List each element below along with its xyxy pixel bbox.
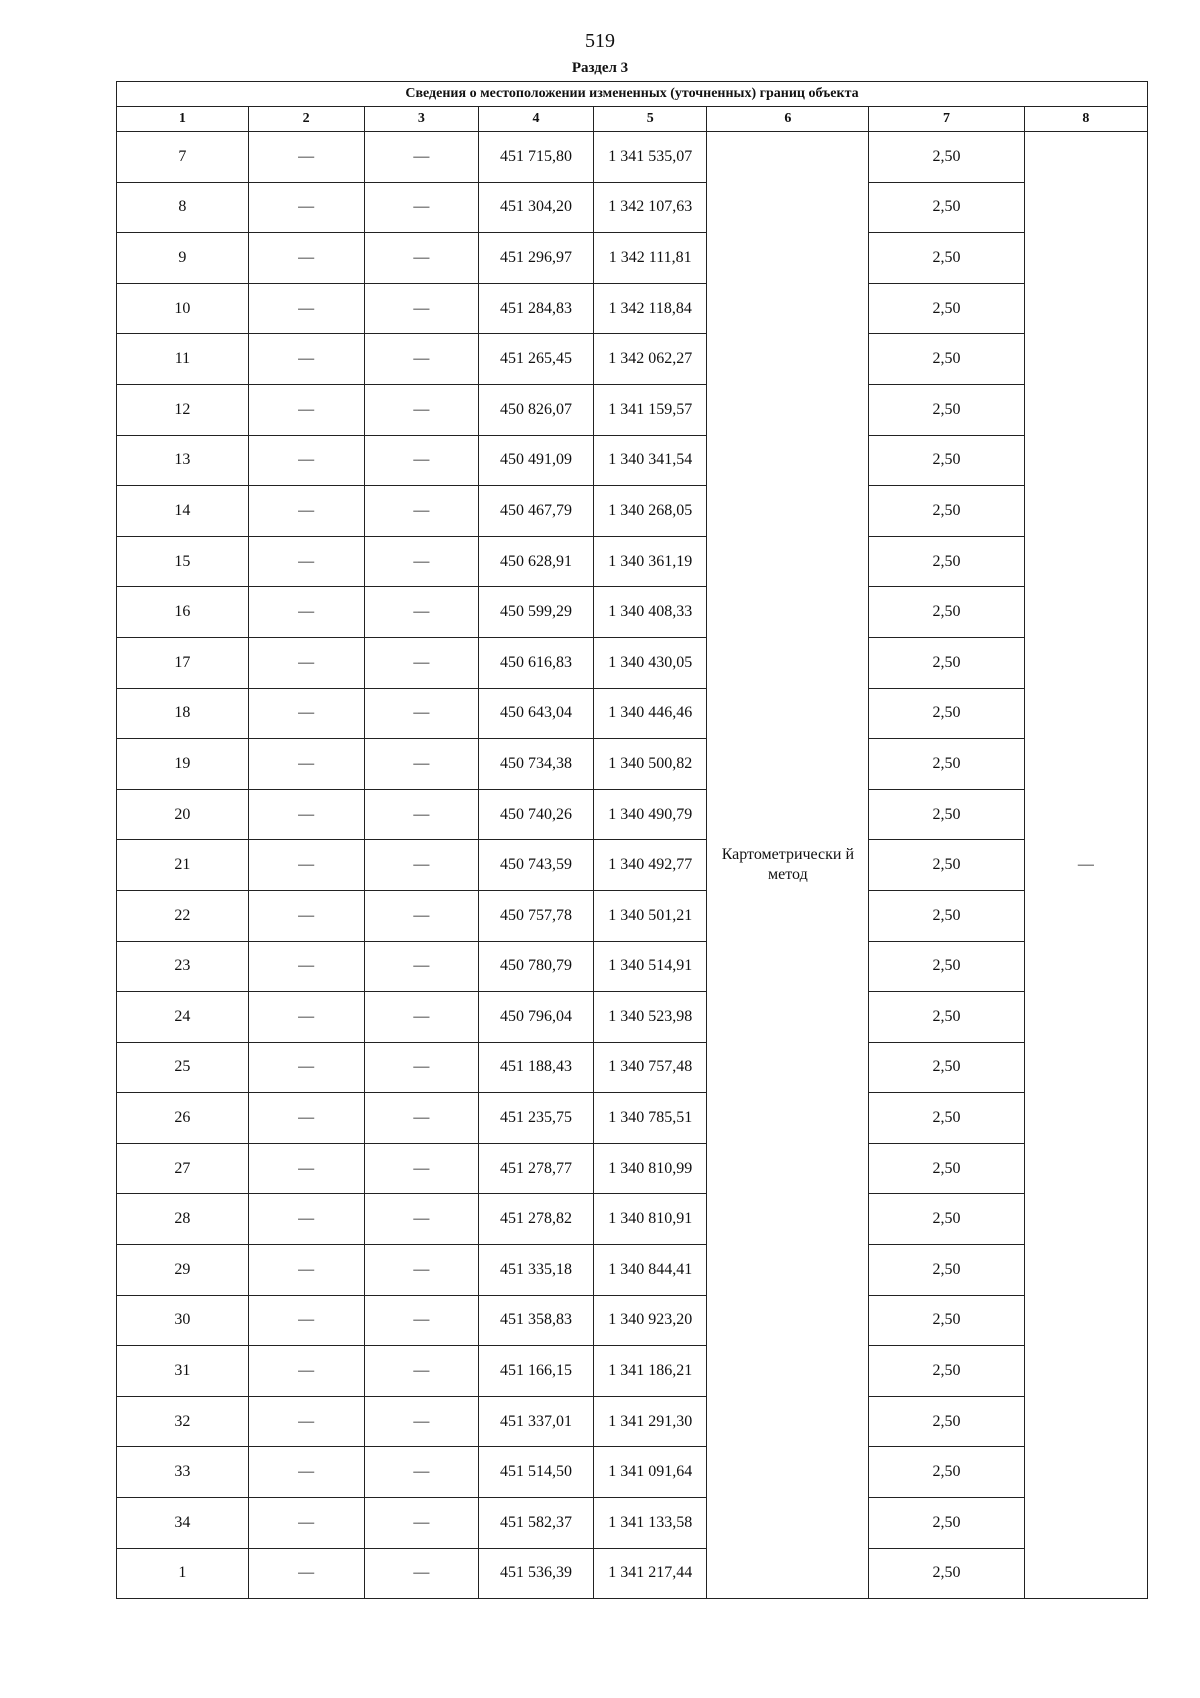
point-number-cell: 29 [117,1245,249,1296]
coordinate-y-cell: 1 340 490,79 [593,789,707,840]
coordinate-x-cell: 451 335,18 [479,1245,594,1296]
column-number: 7 [869,107,1024,132]
point-number-cell: 22 [117,890,249,941]
point-number-cell: 13 [117,435,249,486]
column-3-cell: — [364,1447,479,1498]
coordinate-x-cell: 450 757,78 [479,890,594,941]
coordinate-y-cell: 1 340 785,51 [593,1093,707,1144]
column-2-cell: — [248,941,364,992]
coordinate-x-cell: 451 235,75 [479,1093,594,1144]
coordinate-y-cell: 1 341 159,57 [593,384,707,435]
accuracy-cell: 2,50 [869,688,1024,739]
coordinate-y-cell: 1 340 501,21 [593,890,707,941]
column-3-cell: — [364,1245,479,1296]
point-number-cell: 27 [117,1143,249,1194]
coordinate-y-cell: 1 340 757,48 [593,1042,707,1093]
accuracy-cell: 2,50 [869,1548,1024,1599]
coordinate-x-cell: 450 643,04 [479,688,594,739]
accuracy-cell: 2,50 [869,233,1024,284]
boundary-coordinates-table [116,81,1148,1599]
table-row [117,637,1148,688]
accuracy-cell: 2,50 [869,890,1024,941]
coordinate-y-cell: 1 340 446,46 [593,688,707,739]
accuracy-cell: 2,50 [869,1143,1024,1194]
point-number-cell: 21 [117,840,249,891]
column-2-cell: — [248,1042,364,1093]
column-3-cell: — [364,233,479,284]
table-row [117,384,1148,435]
coordinate-x-cell: 451 278,82 [479,1194,594,1245]
table-row [117,132,1148,183]
column-2-cell: — [248,1396,364,1447]
column-8-cell: — [1024,132,1147,1599]
accuracy-cell: 2,50 [869,637,1024,688]
point-number-cell: 15 [117,536,249,587]
column-3-cell: — [364,283,479,334]
coordinate-x-cell: 451 582,37 [479,1498,594,1549]
column-3-cell: — [364,1143,479,1194]
accuracy-cell: 2,50 [869,1396,1024,1447]
coordinate-y-cell: 1 342 111,81 [593,233,707,284]
table-row [117,182,1148,233]
column-3-cell: — [364,132,479,183]
accuracy-cell: 2,50 [869,941,1024,992]
column-2-cell: — [248,840,364,891]
column-2-cell: — [248,688,364,739]
column-2-cell: — [248,132,364,183]
coordinate-y-cell: 1 340 430,05 [593,637,707,688]
column-2-cell: — [248,182,364,233]
accuracy-cell: 2,50 [869,1295,1024,1346]
table-caption: Сведения о местоположении измененных (уточненных) границ объекта [117,82,1148,107]
coordinate-y-cell: 1 341 186,21 [593,1346,707,1397]
coordinate-x-cell: 450 740,26 [479,789,594,840]
point-number-cell: 16 [117,587,249,638]
coordinate-x-cell: 450 780,79 [479,941,594,992]
column-2-cell: — [248,1548,364,1599]
coordinate-x-cell: 450 616,83 [479,637,594,688]
table-row [117,1396,1148,1447]
coordinate-x-cell: 451 514,50 [479,1447,594,1498]
table-row [117,1042,1148,1093]
coordinate-x-cell: 450 599,29 [479,587,594,638]
coordinate-y-cell: 1 342 118,84 [593,283,707,334]
column-2-cell: — [248,233,364,284]
coordinate-y-cell: 1 340 514,91 [593,941,707,992]
table-row [117,739,1148,790]
column-3-cell: — [364,1396,479,1447]
accuracy-cell: 2,50 [869,283,1024,334]
column-2-cell: — [248,890,364,941]
coordinate-y-cell: 1 340 810,91 [593,1194,707,1245]
column-2-cell: — [248,435,364,486]
coordinate-y-cell: 1 340 361,19 [593,536,707,587]
point-number-cell: 8 [117,182,249,233]
determination-method-cell: Картометрически й метод [707,132,869,1599]
column-3-cell: — [364,486,479,537]
column-2-cell: — [248,384,364,435]
column-2-cell: — [248,789,364,840]
accuracy-cell: 2,50 [869,384,1024,435]
column-number: 3 [364,107,479,132]
column-3-cell: — [364,384,479,435]
coordinate-y-cell: 1 340 408,33 [593,587,707,638]
column-2-cell: — [248,1194,364,1245]
coordinate-x-cell: 450 826,07 [479,384,594,435]
page-number: 519 [585,30,615,52]
table-row [117,536,1148,587]
coordinate-y-cell: 1 340 810,99 [593,1143,707,1194]
accuracy-cell: 2,50 [869,435,1024,486]
column-3-cell: — [364,739,479,790]
table-row [117,1346,1148,1397]
table-row [117,1245,1148,1296]
accuracy-cell: 2,50 [869,1042,1024,1093]
column-2-cell: — [248,1498,364,1549]
coordinate-x-cell: 451 715,80 [479,132,594,183]
coordinate-x-cell: 450 734,38 [479,739,594,790]
column-number-row [117,107,1148,132]
accuracy-cell: 2,50 [869,334,1024,385]
coordinate-y-cell: 1 340 844,41 [593,1245,707,1296]
accuracy-cell: 2,50 [869,789,1024,840]
table-row [117,1548,1148,1599]
accuracy-cell: 2,50 [869,739,1024,790]
coordinate-y-cell: 1 340 523,98 [593,992,707,1043]
column-number: 6 [707,107,869,132]
table-row [117,890,1148,941]
column-2-cell: — [248,536,364,587]
accuracy-cell: 2,50 [869,1093,1024,1144]
point-number-cell: 18 [117,688,249,739]
table-row [117,688,1148,739]
coordinate-x-cell: 451 166,15 [479,1346,594,1397]
coordinate-x-cell: 450 796,04 [479,992,594,1043]
column-2-cell: — [248,587,364,638]
accuracy-cell: 2,50 [869,840,1024,891]
table-row [117,1093,1148,1144]
column-3-cell: — [364,1498,479,1549]
coordinate-y-cell: 1 340 923,20 [593,1295,707,1346]
column-2-cell: — [248,1447,364,1498]
column-3-cell: — [364,536,479,587]
table-row [117,233,1148,284]
point-number-cell: 25 [117,1042,249,1093]
coordinate-y-cell: 1 341 133,58 [593,1498,707,1549]
coordinate-y-cell: 1 341 291,30 [593,1396,707,1447]
point-number-cell: 28 [117,1194,249,1245]
table-row [117,486,1148,537]
accuracy-cell: 2,50 [869,1346,1024,1397]
column-3-cell: — [364,789,479,840]
coordinate-x-cell: 450 743,59 [479,840,594,891]
column-3-cell: — [364,1295,479,1346]
accuracy-cell: 2,50 [869,132,1024,183]
column-3-cell: — [364,688,479,739]
section-title: Раздел 3 [571,60,629,76]
point-number-cell: 26 [117,1093,249,1144]
point-number-cell: 23 [117,941,249,992]
column-2-cell: — [248,1346,364,1397]
point-number-cell: 7 [117,132,249,183]
accuracy-cell: 2,50 [869,182,1024,233]
accuracy-cell: 2,50 [869,587,1024,638]
coordinate-x-cell: 450 628,91 [479,536,594,587]
table-row [117,334,1148,385]
table-row [117,283,1148,334]
column-3-cell: — [364,435,479,486]
coordinate-x-cell: 451 265,45 [479,334,594,385]
coordinate-y-cell: 1 340 492,77 [593,840,707,891]
point-number-cell: 31 [117,1346,249,1397]
accuracy-cell: 2,50 [869,1498,1024,1549]
table-row [117,1295,1148,1346]
coordinate-x-cell: 451 337,01 [479,1396,594,1447]
point-number-cell: 32 [117,1396,249,1447]
table-row [117,840,1148,891]
column-3-cell: — [364,1548,479,1599]
point-number-cell: 17 [117,637,249,688]
coordinate-y-cell: 1 340 268,05 [593,486,707,537]
column-2-cell: — [248,992,364,1043]
column-3-cell: — [364,182,479,233]
table-row [117,435,1148,486]
point-number-cell: 1 [117,1548,249,1599]
point-number-cell: 34 [117,1498,249,1549]
table-row [117,992,1148,1043]
coordinate-x-cell: 451 304,20 [479,182,594,233]
table-body [117,132,1148,1599]
accuracy-cell: 2,50 [869,536,1024,587]
column-2-cell: — [248,739,364,790]
column-3-cell: — [364,941,479,992]
coordinate-x-cell: 451 296,97 [479,233,594,284]
column-2-cell: — [248,1143,364,1194]
column-2-cell: — [248,1295,364,1346]
point-number-cell: 33 [117,1447,249,1498]
table-row [117,1498,1148,1549]
column-3-cell: — [364,840,479,891]
column-3-cell: — [364,1194,479,1245]
column-3-cell: — [364,1042,479,1093]
coordinate-y-cell: 1 341 217,44 [593,1548,707,1599]
table-row [117,1194,1148,1245]
table-row [117,1143,1148,1194]
coordinate-y-cell: 1 340 341,54 [593,435,707,486]
accuracy-cell: 2,50 [869,1447,1024,1498]
column-number: 8 [1024,107,1147,132]
column-2-cell: — [248,1093,364,1144]
column-2-cell: — [248,283,364,334]
column-number: 2 [248,107,364,132]
table-row [117,1447,1148,1498]
point-number-cell: 11 [117,334,249,385]
coordinate-y-cell: 1 342 062,27 [593,334,707,385]
coordinate-y-cell: 1 341 091,64 [593,1447,707,1498]
accuracy-cell: 2,50 [869,486,1024,537]
column-2-cell: — [248,486,364,537]
coordinate-y-cell: 1 340 500,82 [593,739,707,790]
coordinate-x-cell: 451 358,83 [479,1295,594,1346]
column-2-cell: — [248,1245,364,1296]
table-row [117,587,1148,638]
point-number-cell: 14 [117,486,249,537]
column-3-cell: — [364,992,479,1043]
coordinate-y-cell: 1 341 535,07 [593,132,707,183]
accuracy-cell: 2,50 [869,1245,1024,1296]
point-number-cell: 12 [117,384,249,435]
coordinate-x-cell: 450 491,09 [479,435,594,486]
column-3-cell: — [364,587,479,638]
accuracy-cell: 2,50 [869,1194,1024,1245]
coordinate-x-cell: 451 284,83 [479,283,594,334]
coordinate-x-cell: 450 467,79 [479,486,594,537]
coordinate-y-cell: 1 342 107,63 [593,182,707,233]
column-number: 4 [479,107,594,132]
column-3-cell: — [364,1093,479,1144]
column-3-cell: — [364,1346,479,1397]
column-number: 1 [117,107,249,132]
point-number-cell: 24 [117,992,249,1043]
column-2-cell: — [248,334,364,385]
point-number-cell: 20 [117,789,249,840]
coordinate-x-cell: 451 536,39 [479,1548,594,1599]
column-number: 5 [593,107,707,132]
table-row [117,789,1148,840]
accuracy-cell: 2,50 [869,992,1024,1043]
point-number-cell: 30 [117,1295,249,1346]
point-number-cell: 9 [117,233,249,284]
point-number-cell: 19 [117,739,249,790]
coordinate-x-cell: 451 188,43 [479,1042,594,1093]
column-3-cell: — [364,334,479,385]
point-number-cell: 10 [117,283,249,334]
coordinate-x-cell: 451 278,77 [479,1143,594,1194]
column-3-cell: — [364,890,479,941]
table-caption-row [117,82,1148,107]
column-2-cell: — [248,637,364,688]
table-row [117,941,1148,992]
column-3-cell: — [364,637,479,688]
